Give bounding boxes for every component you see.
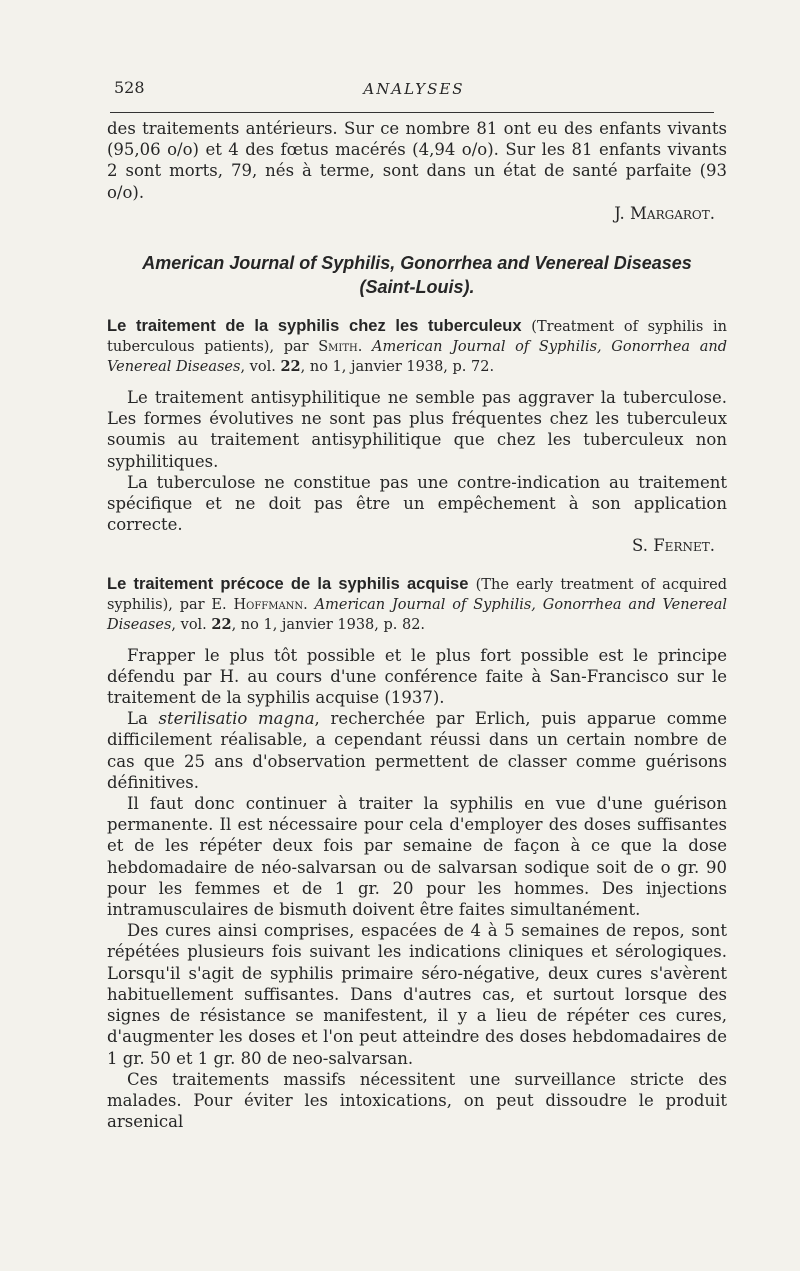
article1-issue: , no 1, janvier 1938, p. 72. [300,359,495,376]
article2-title: Le traitement précoce de la syphilis acquise [107,574,469,593]
article1-reference [107,316,727,377]
article1-title: Le traitement de la syphilis chez les tuberculeux [107,317,522,336]
article2-paragraph: Frapper le plus tôt possible et le plus fort possible est le principe défendu par H. au cours d'une conférence faite à San-Francisco sur le traitement de la syphilis acquise (1937). [107,645,727,708]
article2-latin-term: sterilisatio magna [158,709,315,729]
signature-margarot: J. Margarot. [614,203,715,223]
journal-heading [107,251,727,299]
article1-ref-dot: . [357,339,372,356]
running-head [114,78,714,102]
article1-author: Smith [318,339,358,356]
article1-paragraph: La tuberculose ne constitue pas une contre-indication au traitement spécifique et ne doit pas être un empêchement à son application correcte. [107,472,727,535]
signature-fernet: S. Fernet. [632,536,715,556]
article2-volume: 22 [211,615,232,633]
journal-heading-line1: American Journal of Syphilis, Gonorrhea and Venereal Diseases [142,253,692,274]
article2-vol-prefix: , vol. [171,616,212,633]
page-number: 528 [114,78,145,97]
spacer [107,635,727,645]
header-rule [110,112,714,113]
article2-paragraph [107,708,727,793]
article1-paragraph: Le traitement antisyphilitique ne semble pas aggraver la tuberculose. Les formes évolutives ne sont pas plus fréquentes chez les tuberculeux soumis au traitement antisyphilitique que chez les tuberculeux non syphilitiques. [107,388,727,471]
article1-volume: 22 [280,358,301,376]
article1-vol-prefix: , vol. [240,359,281,376]
article2-ref-start: (The early treatment of acquired syphilis), par E. [107,576,727,613]
article2-p2-prefix: La [127,709,159,729]
body-text [107,118,727,1132]
journal-heading-line2: (Saint-Louis). [359,277,475,298]
article2-issue: , no 1, janvier 1938, p. 82. [231,616,426,633]
article2-ref-dot: . [303,596,315,613]
article2-p2-rest: , recherchée par Erlich, puis apparue comme difficilement réalisable, a cependant réussi dans un certain nombre de cas que 25 ans d'observation permettent de classer comme guérisons définitives. [107,709,727,792]
intro-paragraph: des traitements antérieurs. Sur ce nombre 81 ont eu des enfants vivants (95,06 o/o) et 4 des fœtus macérés (4,94 o/o). Sur les 81 enfants vivants 2 sont morts, 79, nés à terme, sont dans un état de santé parfaite (93 o/o). [107,119,727,202]
article2-paragraph: Des cures ainsi comprises, espacées de 4 à 5 semaines de repos, sont répétées plusieurs fois suivant les indications cliniques et sérologiques. Lorsqu'il s'agit de syphilis primaire séro-négative, deux cures s'avèrent habituellement suffisantes. Dans d'autres cas, et surtout lorsque des signes de résistance se manifestent, il y a lieu de répéter ces cures, d'augmenter les doses et l'on peut atteindre des doses hebdomadaires de 1 gr. 50 et 1 gr. 80 de neo-salvarsan. [107,921,727,1068]
spacer [107,377,727,387]
article1-journal: American Journal of Syphilis, Gonorrhea and Venereal Diseases [107,339,727,376]
article2-reference [107,574,727,635]
article2-paragraph: Ces traitements massifs nécessitent une surveillance stricte des malades. Pour éviter les intoxications, on peut dissoudre le produit arsenical [107,1069,727,1132]
article2-paragraph: Il faut donc continuer à traiter la syphilis en vue d'une guérison permanente. Il est nécessaire pour cela d'employer des doses suffisantes et de les répéter deux fois par semaine de façon à ce que la dose hebdomadaire de néo-salvarsan ou de salvarsan sodique soit de o gr. 90 pour les femmes et de 1 gr. 20 pour les hommes. Des injections intramusculaires de bismuth doivent être faites simultanément. [107,794,727,920]
article2-author: Hoffmann [233,596,304,613]
running-title: ANALYSES [363,80,465,98]
article2-journal: American Journal of Syphilis, Gonorrhea and Venereal Diseases [107,596,727,633]
article1-ref-start: (Treatment of syphilis in tuberculous patients), par [107,319,727,356]
